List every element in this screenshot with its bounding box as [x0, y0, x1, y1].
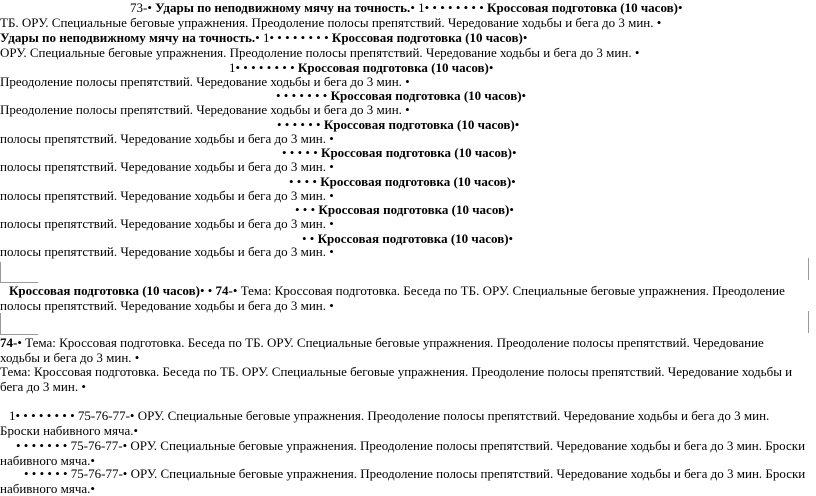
- paragraph-2: [0, 335, 806, 365]
- line-12: [0, 159, 334, 174]
- line-2-text: ТБ. ОРУ. Специальные беговые упражнения. Преодоление полосы препятствий. Чередование ходьбы и бега до 3 мин. •: [0, 15, 662, 30]
- paragraph-2-number: 74-: [0, 335, 18, 350]
- line-3-bullet: •: [522, 30, 528, 45]
- paragraph-2-text: • Тема: Кроссовая подготовка. Беседа по ТБ. ОРУ. Специальные беговые упражнения. Преодоление полосы препятствий. Чередование ходьбы и бега до 3 мин. •: [0, 335, 764, 365]
- line-5-bullet: •: [488, 60, 494, 75]
- paragraph-6: [0, 466, 806, 496]
- line-9: [277, 117, 519, 132]
- frame-left-rule-1: [0, 262, 1, 282]
- line-15-bullet: •: [509, 202, 514, 217]
- line-3-bold: Удары по неподвижному мячу на точность.: [0, 30, 256, 45]
- line-10: [0, 131, 334, 146]
- line-16: [0, 216, 334, 231]
- line-14-text: полосы препятствий. Чередование ходьбы и бега до 3 мин. •: [0, 188, 334, 203]
- frame-left-rule-2: [0, 313, 1, 334]
- paragraph-6-text: • • • • • • 75-76-77-• ОРУ. Специальные беговые упражнения. Преодоление полосы препятствий. Чередование ходьбы и бега до 3 мин. Броски набивного мяча.•: [0, 466, 806, 496]
- paragraph-1: [0, 283, 806, 313]
- line-6: [0, 74, 410, 89]
- line-8-text: Преодоление полосы препятствий. Чередование ходьбы и бега до 3 мин. •: [0, 102, 410, 117]
- line-5: [229, 60, 493, 75]
- line-7-prefix: • • • • • • •: [276, 88, 331, 103]
- line-5-prefix: 1• • • • • • • •: [229, 60, 298, 75]
- line-7-bullet: •: [521, 88, 527, 103]
- paragraph-4-text: 1• • • • • • • • 75-76-77-• ОРУ. Специальные беговые упражнения. Преодоление полосы препятствий. Чередование ходьбы и бега до 3 мин. Броски набивного мяча.•: [0, 408, 770, 438]
- line-13: [289, 174, 516, 189]
- line-13-prefix: • • • •: [289, 174, 321, 189]
- line-18-text: полосы препятствий. Чередование ходьбы и бега до 3 мин. •: [0, 244, 334, 259]
- line-17-prefix: • •: [302, 231, 318, 246]
- line-9-bullet: •: [514, 117, 520, 132]
- line-13-bullet: •: [511, 174, 516, 189]
- line-5-heading: Кроссовая подготовка (10 часов): [297, 60, 489, 75]
- line-16-text: полосы препятствий. Чередование ходьбы и бега до 3 мин. •: [0, 216, 334, 231]
- paragraph-1-text: • Тема: Кроссовая подготовка. Беседа по ТБ. ОРУ. Специальные беговые упражнения. Преодоление полосы препятствий. Чередование ходьбы и бега до 3 мин. •: [0, 283, 785, 313]
- line-18: [0, 244, 334, 259]
- paragraph-1-heading: Кроссовая подготовка (10 часов): [9, 283, 200, 298]
- line-17-bullet: •: [508, 231, 514, 246]
- line-10-text: полосы препятствий. Чередование ходьбы и бега до 3 мин. •: [0, 131, 334, 146]
- line-3-heading: Кроссовая подготовка (10 часов): [331, 30, 523, 45]
- paragraph-1-bullets: • •: [199, 283, 216, 298]
- line-1-bold: Удары по неподвижному мячу на точность.: [155, 0, 411, 15]
- paragraph-5: [0, 438, 806, 468]
- line-3: [0, 30, 527, 45]
- line-7: [276, 88, 526, 103]
- paragraph-1-number: 74-: [215, 283, 233, 298]
- line-8: [0, 102, 410, 117]
- paragraph-3: [0, 364, 806, 394]
- line-4: [0, 45, 639, 60]
- line-1-heading: Кроссовая подготовка (10 часов): [487, 0, 678, 15]
- line-2: [0, 15, 661, 30]
- line-1: [130, 0, 683, 15]
- line-1-bullet: •: [677, 0, 683, 15]
- line-6-text: Преодоление полосы препятствий. Чередование ходьбы и бега до 3 мин. •: [0, 74, 410, 89]
- line-9-prefix: • • • • • •: [277, 117, 324, 132]
- paragraph-3-text: Тема: Кроссовая подготовка. Беседа по ТБ. ОРУ. Специальные беговые упражнения. Преодоление полосы препятствий. Чередование ходьбы и бега до 3 мин. •: [0, 364, 793, 394]
- line-4-text: ОРУ. Специальные беговые упражнения. Преодоление полосы препятствий. Чередование ходьбы и бега до 3 мин. •: [0, 45, 640, 60]
- line-3-mid: • 1• • • • • • • •: [255, 30, 332, 45]
- line-13-heading: Кроссовая подготовка (10 часов): [320, 174, 512, 189]
- line-9-heading: Кроссовая подготовка (10 часов): [323, 117, 515, 132]
- frame-right-rule-1: [808, 258, 809, 280]
- line-7-heading: Кроссовая подготовка (10 часов): [330, 88, 522, 103]
- line-1-mid: • 1• • • • • • • •: [410, 0, 488, 15]
- line-12-text: полосы препятствий. Чередование ходьбы и бега до 3 мин. •: [0, 159, 334, 174]
- line-15-prefix: • • •: [295, 202, 319, 217]
- paragraph-5-text: • • • • • • • 75-76-77-• ОРУ. Специальные беговые упражнения. Преодоление полосы препятствий. Чередование ходьбы и бега до 3 мин. Броски набивного мяча.•: [0, 438, 806, 468]
- frame-right-rule-2: [808, 311, 809, 333]
- line-11: [282, 145, 517, 160]
- line-11-bullet: •: [511, 145, 517, 160]
- line-15-heading: Кроссовая подготовка (10 часов): [318, 202, 510, 217]
- line-11-heading: Кроссовая подготовка (10 часов): [321, 145, 512, 160]
- line-11-prefix: • • • • •: [282, 145, 322, 160]
- line-1-prefix: 73-•: [130, 0, 156, 15]
- line-15: [295, 202, 514, 217]
- paragraph-4: [0, 408, 806, 438]
- line-17-heading: Кроссовая подготовка (10 часов): [317, 231, 509, 246]
- line-14: [0, 188, 334, 203]
